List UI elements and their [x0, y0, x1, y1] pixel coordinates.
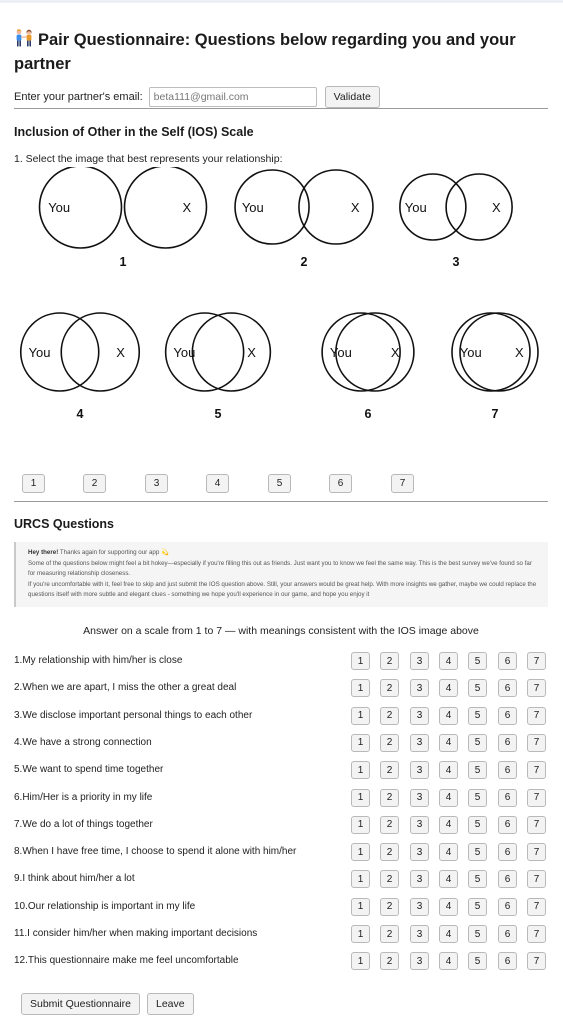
section-divider [14, 108, 548, 109]
scale-button-2[interactable]: 2 [380, 816, 399, 834]
you-label: You [404, 200, 427, 215]
scale-button-1[interactable]: 1 [351, 898, 370, 916]
question-text: 11.I consider him/her when making important decisions [14, 928, 258, 939]
scale-button-2[interactable]: 2 [380, 652, 399, 670]
scale-button-6[interactable]: 6 [498, 870, 517, 888]
partner-email-label: Enter your partner's email: [14, 91, 143, 103]
scale-button-4[interactable]: 4 [439, 734, 458, 752]
scale-button-6[interactable]: 6 [498, 652, 517, 670]
partner-label: X [350, 200, 360, 215]
question-row [14, 843, 548, 865]
scale-button-1[interactable]: 1 [351, 679, 370, 697]
scale-button-7[interactable]: 7 [527, 734, 546, 752]
scale-button-2[interactable]: 2 [380, 761, 399, 779]
ios-option-button-7[interactable]: 7 [391, 474, 414, 493]
ios-option-number: 6 [364, 407, 372, 421]
scale-button-2[interactable]: 2 [380, 679, 399, 697]
page-title-text: Pair Questionnaire: Questions below regarding you and your partner [14, 31, 516, 73]
ios-diagram-grid [0, 167, 563, 429]
question-row [14, 707, 548, 729]
scale-button-7[interactable]: 7 [527, 898, 546, 916]
question-text: 3.We disclose important personal things to each other [14, 709, 253, 721]
scale-button-5[interactable]: 5 [468, 925, 487, 943]
scale-button-1[interactable]: 1 [351, 816, 370, 834]
question-text: 7.We do a lot of things together [14, 818, 153, 830]
ios-question-prompt: 1. Select the image that best represents your relationship: [14, 153, 283, 165]
note-line-2: Some of the questions below might feel a bit hokey—especially if you're filling this out as friends. Just want you to know we feel the same way. This is the best survey we've found so far for measuring relationship closeness. [28, 559, 532, 577]
scale-button-5[interactable]: 5 [468, 707, 487, 725]
leave-button[interactable]: Leave [147, 993, 194, 1015]
scale-button-6[interactable]: 6 [498, 898, 517, 916]
scale-button-3[interactable]: 3 [410, 761, 429, 779]
scale-button-1[interactable]: 1 [351, 734, 370, 752]
question-text: 10.Our relationship is important in my life [14, 900, 196, 912]
scale-button-5[interactable]: 5 [468, 679, 487, 697]
question-text: 1.My relationship with him/her is close [14, 655, 183, 666]
ios-diagram-1 [40, 167, 207, 269]
scale-button-7[interactable]: 7 [527, 707, 546, 725]
scale-button-1[interactable]: 1 [351, 952, 370, 970]
question-row [14, 734, 548, 756]
you-label: You [28, 345, 51, 360]
scale-button-2[interactable]: 2 [380, 734, 399, 752]
scale-button-6[interactable]: 6 [498, 789, 517, 807]
scale-button-7[interactable]: 7 [527, 652, 546, 670]
partner-label: X [390, 345, 400, 360]
scale-button-5[interactable]: 5 [468, 870, 487, 888]
scale-button-3[interactable]: 3 [410, 789, 429, 807]
scale-button-6[interactable]: 6 [498, 925, 517, 943]
scale-button-4[interactable]: 4 [439, 952, 458, 970]
scale-button-5[interactable]: 5 [468, 952, 487, 970]
scale-button-4[interactable]: 4 [439, 652, 458, 670]
scale-button-4[interactable]: 4 [439, 707, 458, 725]
ios-option-number: 5 [214, 407, 222, 421]
you-label: You [241, 200, 264, 215]
scale-button-1[interactable]: 1 [351, 870, 370, 888]
scale-button-1[interactable]: 1 [351, 925, 370, 943]
partner-label: X [514, 345, 524, 360]
urcs-section-heading: URCS Questions [14, 517, 115, 531]
validate-button[interactable]: Validate [325, 86, 380, 108]
question-text: 12.This questionnaire make me feel uncomfortable [14, 955, 239, 967]
scale-button-5[interactable]: 5 [468, 898, 487, 916]
you-label: You [459, 345, 482, 360]
ios-diagram-7 [452, 313, 538, 421]
scale-button-6[interactable]: 6 [498, 843, 517, 861]
ios-option-button-6[interactable]: 6 [329, 474, 352, 493]
question-text: 6.Him/Her is a priority in my life [14, 791, 153, 803]
scale-button-3[interactable]: 3 [410, 843, 429, 861]
question-row [14, 789, 548, 811]
scale-button-1[interactable]: 1 [351, 789, 370, 807]
question-row [14, 652, 548, 674]
scale-button-3[interactable]: 3 [410, 870, 429, 888]
question-text: 2.When we are apart, I miss the other a great deal [14, 682, 237, 694]
scale-button-2[interactable]: 2 [380, 952, 399, 970]
question-text: 4.We have a strong connection [14, 736, 152, 748]
ios-option-button-5[interactable]: 5 [268, 474, 291, 493]
scale-button-5[interactable]: 5 [468, 761, 487, 779]
scale-button-7[interactable]: 7 [527, 816, 546, 834]
partner-email-input[interactable] [149, 87, 317, 107]
scale-button-2[interactable]: 2 [380, 843, 399, 861]
question-row [14, 816, 548, 838]
question-row [14, 925, 548, 947]
scale-button-1[interactable]: 1 [351, 652, 370, 670]
scale-button-5[interactable]: 5 [468, 843, 487, 861]
ios-option-button-2[interactable]: 2 [83, 474, 106, 493]
you-label: You [329, 345, 352, 360]
scale-button-6[interactable]: 6 [498, 816, 517, 834]
scale-button-6[interactable]: 6 [498, 761, 517, 779]
questionnaire-page [14, 28, 548, 1010]
scale-button-7[interactable]: 7 [527, 679, 546, 697]
info-note [14, 542, 548, 607]
scale-button-3[interactable]: 3 [410, 679, 429, 697]
question-row [14, 870, 548, 892]
scale-button-3[interactable]: 3 [410, 925, 429, 943]
scale-button-2[interactable]: 2 [380, 789, 399, 807]
partner-circle [299, 170, 373, 244]
scale-button-3[interactable]: 3 [410, 734, 429, 752]
scale-button-3[interactable]: 3 [410, 707, 429, 725]
question-text: 5.We want to spend time together [14, 764, 164, 776]
note-line-3: If you're uncomfortable with it, feel free to skip and just submit the IOS question above. Still, your answers would be great help. With more insights we gather, maybe we could replace the questions itself with more subtle and elegant clues - something we hope you'll experience in our game, and hope you enjoy it [28, 580, 537, 598]
partner-circle [125, 167, 207, 248]
scale-button-5[interactable]: 5 [468, 734, 487, 752]
scale-button-4[interactable]: 4 [439, 679, 458, 697]
ios-diagram-5 [166, 313, 271, 421]
partner-label: X [491, 200, 501, 215]
scale-button-4[interactable]: 4 [439, 789, 458, 807]
ios-option-button-3[interactable]: 3 [145, 474, 168, 493]
scale-button-1[interactable]: 1 [351, 761, 370, 779]
scale-button-3[interactable]: 3 [410, 952, 429, 970]
scale-button-7[interactable]: 7 [527, 843, 546, 861]
question-row [14, 952, 548, 974]
note-line-1: Thanks again for supporting our app 💫 [58, 549, 169, 556]
ios-diagram-4 [21, 313, 140, 421]
ios-diagram-6 [322, 313, 414, 421]
you-label: You [173, 345, 196, 360]
scale-button-2[interactable]: 2 [380, 870, 399, 888]
scale-button-2[interactable]: 2 [380, 898, 399, 916]
question-row [14, 761, 548, 783]
scale-button-3[interactable]: 3 [410, 898, 429, 916]
ios-option-buttons [22, 474, 442, 496]
ios-diagram-2 [235, 170, 373, 269]
scale-button-5[interactable]: 5 [468, 789, 487, 807]
ios-option-button-1[interactable]: 1 [22, 474, 45, 493]
partner-label: X [116, 345, 125, 360]
scale-button-1[interactable]: 1 [351, 843, 370, 861]
ios-diagram-3 [400, 174, 512, 269]
scale-button-2[interactable]: 2 [380, 707, 399, 725]
ios-option-number: 3 [452, 255, 460, 269]
you-label: You [48, 200, 71, 215]
scale-button-4[interactable]: 4 [439, 870, 458, 888]
people-holding-hands-icon [14, 29, 34, 47]
question-row [14, 898, 548, 920]
question-text: 8.When I have free time, I choose to spend it alone with him/her [14, 846, 297, 858]
note-greeting: Hey there! [28, 549, 59, 556]
scale-button-4[interactable]: 4 [439, 761, 458, 779]
scale-button-5[interactable]: 5 [468, 652, 487, 670]
scale-button-7[interactable]: 7 [527, 952, 546, 970]
scale-button-5[interactable]: 5 [468, 816, 487, 834]
scale-button-6[interactable]: 6 [498, 734, 517, 752]
form-actions [21, 993, 194, 1015]
scale-button-7[interactable]: 7 [527, 925, 546, 943]
partner-circle [61, 313, 139, 391]
ios-option-button-4[interactable]: 4 [206, 474, 229, 493]
submit-questionnaire-button[interactable]: Submit Questionnaire [21, 993, 140, 1015]
page-title [14, 28, 548, 76]
partner-label: X [247, 345, 256, 360]
scale-button-4[interactable]: 4 [439, 925, 458, 943]
scale-button-7[interactable]: 7 [527, 789, 546, 807]
partner-circle [446, 174, 512, 240]
ios-option-number: 4 [76, 407, 84, 421]
scale-button-2[interactable]: 2 [380, 925, 399, 943]
partner-label: X [182, 200, 192, 215]
scale-button-4[interactable]: 4 [439, 843, 458, 861]
scale-button-7[interactable]: 7 [527, 870, 546, 888]
scale-button-6[interactable]: 6 [498, 679, 517, 697]
scale-button-6[interactable]: 6 [498, 952, 517, 970]
scale-button-4[interactable]: 4 [439, 898, 458, 916]
question-text: 9.I think about him/her a lot [14, 873, 135, 885]
section-divider [14, 501, 548, 502]
scale-button-7[interactable]: 7 [527, 761, 546, 779]
scale-caption: Answer on a scale from 1 to 7 — with meanings consistent with the IOS image above [83, 625, 479, 637]
question-row [14, 679, 548, 701]
scale-button-4[interactable]: 4 [439, 816, 458, 834]
ios-option-number: 1 [119, 255, 127, 269]
top-border [0, 0, 563, 3]
ios-section-heading: Inclusion of Other in the Self (IOS) Scale [14, 125, 254, 139]
scale-button-6[interactable]: 6 [498, 707, 517, 725]
ios-option-number: 7 [491, 407, 499, 421]
scale-button-3[interactable]: 3 [410, 652, 429, 670]
ios-option-number: 2 [300, 255, 308, 269]
scale-button-3[interactable]: 3 [410, 816, 429, 834]
scale-button-1[interactable]: 1 [351, 707, 370, 725]
partner-email-row [14, 86, 548, 108]
